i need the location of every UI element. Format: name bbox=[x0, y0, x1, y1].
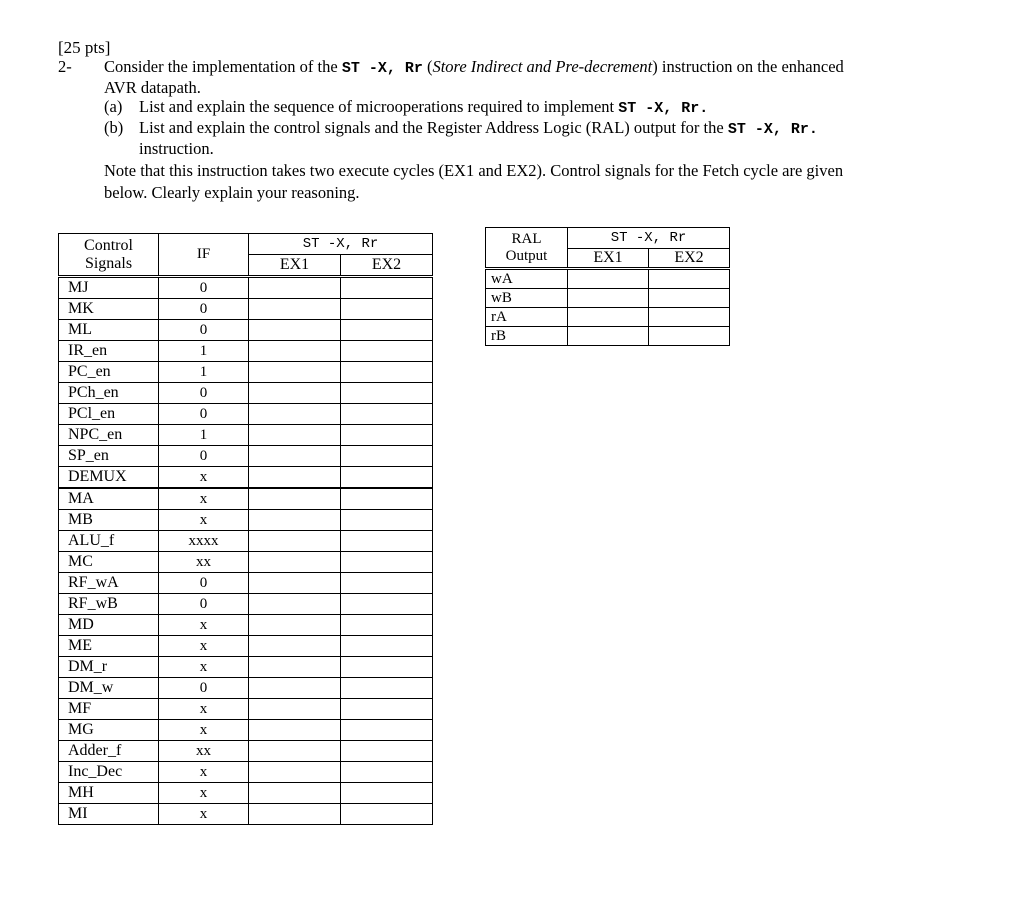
ex1-cell[interactable] bbox=[249, 783, 341, 804]
if-value: 0 bbox=[159, 320, 249, 341]
table-row bbox=[59, 383, 433, 404]
ex2-cell[interactable] bbox=[341, 425, 433, 446]
signal-name: NPC_en bbox=[59, 425, 159, 446]
signal-name: PCl_en bbox=[59, 404, 159, 425]
question-line-2: AVR datapath. bbox=[104, 78, 201, 97]
control-signals-header: Control Signals bbox=[59, 234, 159, 277]
ex1-header: EX1 bbox=[249, 255, 341, 277]
signal-name: Inc_Dec bbox=[59, 762, 159, 783]
table-row bbox=[59, 783, 433, 804]
ex1-cell[interactable] bbox=[249, 636, 341, 657]
signal-name: ALU_f bbox=[59, 531, 159, 552]
ex1-cell[interactable] bbox=[249, 467, 341, 489]
ex1-cell[interactable] bbox=[249, 277, 341, 299]
ex2-cell[interactable] bbox=[341, 573, 433, 594]
question-line-1: Consider the implementation of the ST -X, Rr (Store Indirect and Pre-decrement) instruction on the enhanced bbox=[104, 57, 844, 77]
question-text bbox=[58, 57, 978, 205]
signal-name: PCh_en bbox=[59, 383, 159, 404]
signal-name: MJ bbox=[59, 277, 159, 299]
ex2-cell[interactable] bbox=[341, 636, 433, 657]
table-row bbox=[486, 327, 730, 346]
if-value: x bbox=[159, 783, 249, 804]
table-row bbox=[59, 594, 433, 615]
table-row bbox=[59, 762, 433, 783]
table-row bbox=[59, 657, 433, 678]
signal-name: DM_r bbox=[59, 657, 159, 678]
if-value: xx bbox=[159, 552, 249, 573]
signal-name: MK bbox=[59, 299, 159, 320]
ex1-cell[interactable] bbox=[249, 404, 341, 425]
signal-name: MG bbox=[59, 720, 159, 741]
ral-ex2-cell[interactable] bbox=[649, 327, 730, 346]
ral-output-name: rA bbox=[486, 308, 568, 327]
if-value: 0 bbox=[159, 383, 249, 404]
part-b-cont: instruction. bbox=[139, 139, 214, 158]
table-row bbox=[59, 699, 433, 720]
table-row bbox=[59, 341, 433, 362]
table-row bbox=[59, 425, 433, 446]
signal-name: DEMUX bbox=[59, 467, 159, 489]
ex1-cell[interactable] bbox=[249, 720, 341, 741]
if-value: 0 bbox=[159, 678, 249, 699]
ex1-cell[interactable] bbox=[249, 341, 341, 362]
ex2-cell[interactable] bbox=[341, 404, 433, 425]
part-a: (a) List and explain the sequence of microoperations required to implement ST -X, Rr. bbox=[104, 97, 709, 117]
table-row bbox=[59, 404, 433, 425]
ex2-cell[interactable] bbox=[341, 678, 433, 699]
ex2-cell[interactable] bbox=[341, 783, 433, 804]
if-value: x bbox=[159, 488, 249, 510]
ex2-cell[interactable] bbox=[341, 383, 433, 404]
ral-ex2-cell[interactable] bbox=[649, 308, 730, 327]
if-value: 0 bbox=[159, 446, 249, 467]
ex2-cell[interactable] bbox=[341, 699, 433, 720]
if-value: 0 bbox=[159, 404, 249, 425]
table-row bbox=[59, 299, 433, 320]
signal-name: MC bbox=[59, 552, 159, 573]
ex1-cell[interactable] bbox=[249, 531, 341, 552]
ex1-cell[interactable] bbox=[249, 573, 341, 594]
table-row bbox=[59, 615, 433, 636]
ex2-cell[interactable] bbox=[341, 467, 433, 489]
ex2-cell[interactable] bbox=[341, 531, 433, 552]
signal-name: MA bbox=[59, 488, 159, 510]
table-row bbox=[59, 320, 433, 341]
ral-ex1-cell[interactable] bbox=[568, 308, 649, 327]
ex2-cell[interactable] bbox=[341, 446, 433, 467]
ex2-cell[interactable] bbox=[341, 657, 433, 678]
if-value: x bbox=[159, 510, 249, 531]
points-label: [25 pts] bbox=[58, 38, 111, 57]
signal-name: SP_en bbox=[59, 446, 159, 467]
if-value: x bbox=[159, 657, 249, 678]
ex2-cell[interactable] bbox=[341, 615, 433, 636]
ex1-cell[interactable] bbox=[249, 510, 341, 531]
ral-ex1-cell[interactable] bbox=[568, 327, 649, 346]
table-row bbox=[486, 289, 730, 308]
signal-name: MB bbox=[59, 510, 159, 531]
instr-header: ST -X, Rr bbox=[249, 234, 433, 255]
if-value: xxxx bbox=[159, 531, 249, 552]
table-row bbox=[59, 510, 433, 531]
if-value: x bbox=[159, 699, 249, 720]
question-number: 2- bbox=[58, 57, 72, 76]
signal-name: ME bbox=[59, 636, 159, 657]
ex1-cell[interactable] bbox=[249, 488, 341, 510]
signal-name: RF_wB bbox=[59, 594, 159, 615]
ex2-cell[interactable] bbox=[341, 277, 433, 299]
table-row bbox=[59, 573, 433, 594]
if-value: xx bbox=[159, 741, 249, 762]
signal-name: IR_en bbox=[59, 341, 159, 362]
if-value: 0 bbox=[159, 594, 249, 615]
part-b: (b) List and explain the control signals and the Register Address Logic (RAL) output for the ST -X, Rr. bbox=[104, 118, 818, 138]
table-row bbox=[59, 531, 433, 552]
if-value: 1 bbox=[159, 425, 249, 446]
ral-ex1-cell[interactable] bbox=[568, 269, 649, 289]
ex1-cell[interactable] bbox=[249, 320, 341, 341]
table-row bbox=[59, 277, 433, 299]
if-value: x bbox=[159, 720, 249, 741]
ex2-cell[interactable] bbox=[341, 362, 433, 383]
ex2-cell[interactable] bbox=[341, 741, 433, 762]
note: Note that this instruction takes two execute cycles (EX1 and EX2). Control signals for the Fetch cycle are given below. Clearly explain your reasoning. bbox=[104, 161, 844, 202]
table-row bbox=[59, 741, 433, 762]
ex2-cell[interactable] bbox=[341, 720, 433, 741]
table-row bbox=[59, 552, 433, 573]
table-row bbox=[486, 269, 730, 289]
ral-ex2-header: EX2 bbox=[649, 249, 730, 269]
if-value: 1 bbox=[159, 362, 249, 383]
table-row bbox=[486, 308, 730, 327]
ex2-cell[interactable] bbox=[341, 488, 433, 510]
ex1-cell[interactable] bbox=[249, 594, 341, 615]
signal-name: DM_w bbox=[59, 678, 159, 699]
ex2-cell[interactable] bbox=[341, 552, 433, 573]
ex1-cell[interactable] bbox=[249, 425, 341, 446]
ral-output-table bbox=[485, 227, 730, 346]
table-row bbox=[59, 804, 433, 825]
ral-output-name: wB bbox=[486, 289, 568, 308]
ex1-cell[interactable] bbox=[249, 804, 341, 825]
ex1-cell[interactable] bbox=[249, 383, 341, 404]
ral-instr-header: ST -X, Rr bbox=[568, 228, 730, 249]
ex2-cell[interactable] bbox=[341, 510, 433, 531]
ral-output-name: rB bbox=[486, 327, 568, 346]
ex1-cell[interactable] bbox=[249, 299, 341, 320]
ex2-cell[interactable] bbox=[341, 320, 433, 341]
ex2-cell[interactable] bbox=[341, 341, 433, 362]
signal-name: PC_en bbox=[59, 362, 159, 383]
ex2-cell[interactable] bbox=[341, 299, 433, 320]
ex1-cell[interactable] bbox=[249, 615, 341, 636]
ex2-cell[interactable] bbox=[341, 762, 433, 783]
table-row bbox=[59, 362, 433, 383]
ex1-cell[interactable] bbox=[249, 362, 341, 383]
ral-output-name: wA bbox=[486, 269, 568, 289]
signal-name: RF_wA bbox=[59, 573, 159, 594]
ex1-cell[interactable] bbox=[249, 699, 341, 720]
if-value: 0 bbox=[159, 277, 249, 299]
signal-name: MI bbox=[59, 804, 159, 825]
ex1-cell[interactable] bbox=[249, 741, 341, 762]
table-row bbox=[59, 467, 433, 489]
table-row bbox=[59, 488, 433, 510]
if-value: x bbox=[159, 636, 249, 657]
if-value: x bbox=[159, 467, 249, 489]
ex2-header: EX2 bbox=[341, 255, 433, 277]
control-signals-table bbox=[58, 233, 433, 825]
if-value: x bbox=[159, 804, 249, 825]
ex2-cell[interactable] bbox=[341, 594, 433, 615]
if-value: x bbox=[159, 615, 249, 636]
ex1-cell[interactable] bbox=[249, 678, 341, 699]
ral-ex1-cell[interactable] bbox=[568, 289, 649, 308]
signal-name: ML bbox=[59, 320, 159, 341]
if-value: x bbox=[159, 762, 249, 783]
table-row bbox=[59, 720, 433, 741]
ex1-cell[interactable] bbox=[249, 657, 341, 678]
signal-name: Adder_f bbox=[59, 741, 159, 762]
signal-name: MF bbox=[59, 699, 159, 720]
ex1-cell[interactable] bbox=[249, 446, 341, 467]
table-row bbox=[59, 678, 433, 699]
table-row bbox=[59, 636, 433, 657]
ral-ex2-cell[interactable] bbox=[649, 269, 730, 289]
ral-ex2-cell[interactable] bbox=[649, 289, 730, 308]
signal-name: MD bbox=[59, 615, 159, 636]
ex1-cell[interactable] bbox=[249, 552, 341, 573]
ex1-cell[interactable] bbox=[249, 762, 341, 783]
ral-output-header: RAL Output bbox=[486, 228, 568, 269]
if-header: IF bbox=[159, 234, 249, 277]
ex2-cell[interactable] bbox=[341, 804, 433, 825]
table-row bbox=[59, 446, 433, 467]
signal-name: MH bbox=[59, 783, 159, 804]
ral-ex1-header: EX1 bbox=[568, 249, 649, 269]
if-value: 1 bbox=[159, 341, 249, 362]
if-value: 0 bbox=[159, 573, 249, 594]
if-value: 0 bbox=[159, 299, 249, 320]
